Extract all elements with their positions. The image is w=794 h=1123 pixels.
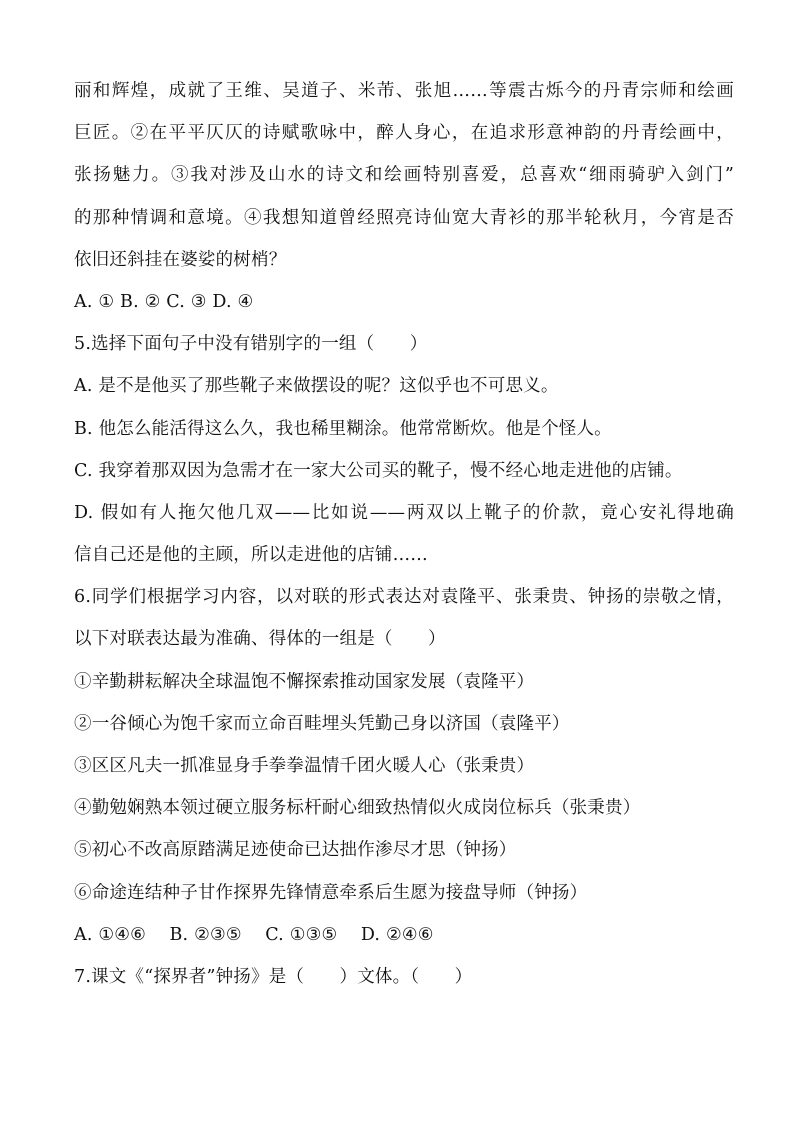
couplet-item: ④勤勉娴熟本领过硬立服务标杆耐心细致热情似火成岗位标兵（张秉贵） [74,798,641,819]
question-5-option-d: D. 假如有人拖欠他几双——比如说——两双以上靴子的价款，竟心安礼得地确 [74,502,734,523]
couplet-item: ③区区凡夫一抓准显身手拳拳温情千团火暖人心（张秉贵） [74,756,535,776]
question-5-option-b: B. 他怎么能活得这么久，我也稀里糊涂。他常常断炊。他是个怪人。 [74,418,612,439]
question-5-option-d-continued: 信自己还是他的主顾，所以走进他的店铺…… [74,545,428,566]
exam-page [74,70,734,998]
question-6-stem: 6.同学们根据学习内容，以对联的形式表达对袁隆平、张秉贵、钟扬的崇敬之情， [74,587,734,608]
couplet-item: ⑤初心不改高原踏满足迹使命已达拙作渗尽才思（钟扬） [74,840,517,861]
passage-line: 的那种情调和意境。④我想知道曾经照亮诗仙宽大青衫的那半轮秋月，今宵是否 [74,207,734,228]
passage-line: 依旧还斜挂在婆娑的树梢？ [74,249,287,270]
question-4-options: A. ① B. ② C. ③ D. ④ [74,291,254,312]
passage-line: 张扬魅力。③我对涉及山水的诗文和绘画特别喜爱，总喜欢“细雨骑驴入剑门” [74,165,734,186]
question-6-stem-continued: 以下对联表达最为准确、得体的一组是（ ） [74,629,446,650]
passage-line: 丽和辉煌，成就了王维、吴道子、米芾、张旭……等震古烁今的丹青宗师和绘画 [74,81,734,101]
question-4-passage [74,70,734,281]
question-5-option-a: A. 是不是他买了那些靴子来做摆设的呢？这似乎也不可思义。 [74,376,559,397]
couplet-item: ⑥命途连结种子甘作探界先锋情意牵系后生愿为接盘导师（钟扬） [74,882,588,903]
question-7-stem: 7.课文《“探界者”钟扬》是（ ）文体。（ ） [74,966,473,987]
passage-line: 巨匠。②在平平仄仄的诗赋歌咏中，醉人身心，在追求形意神韵的丹青绘画中， [74,123,734,144]
couplet-item: ①辛勤耕耘解决全球温饱不懈探索推动国家发展（袁隆平） [74,671,535,692]
question-6-couplets [74,661,734,914]
question-5-stem: 5.选择下面句子中没有错别字的一组（ ） [74,334,428,355]
question-6-options: A. ①④⑥ B. ②③⑤ C. ①③⑤ D. ②④⑥ [74,924,434,945]
couplet-item: ②一谷倾心为饱千家而立命百畦埋头凭勤己身以济国（袁隆平） [74,713,570,734]
question-5-option-c: C. 我穿着那双因为急需才在一家大公司买的靴子，慢不经心地走进他的店铺。 [74,460,683,481]
